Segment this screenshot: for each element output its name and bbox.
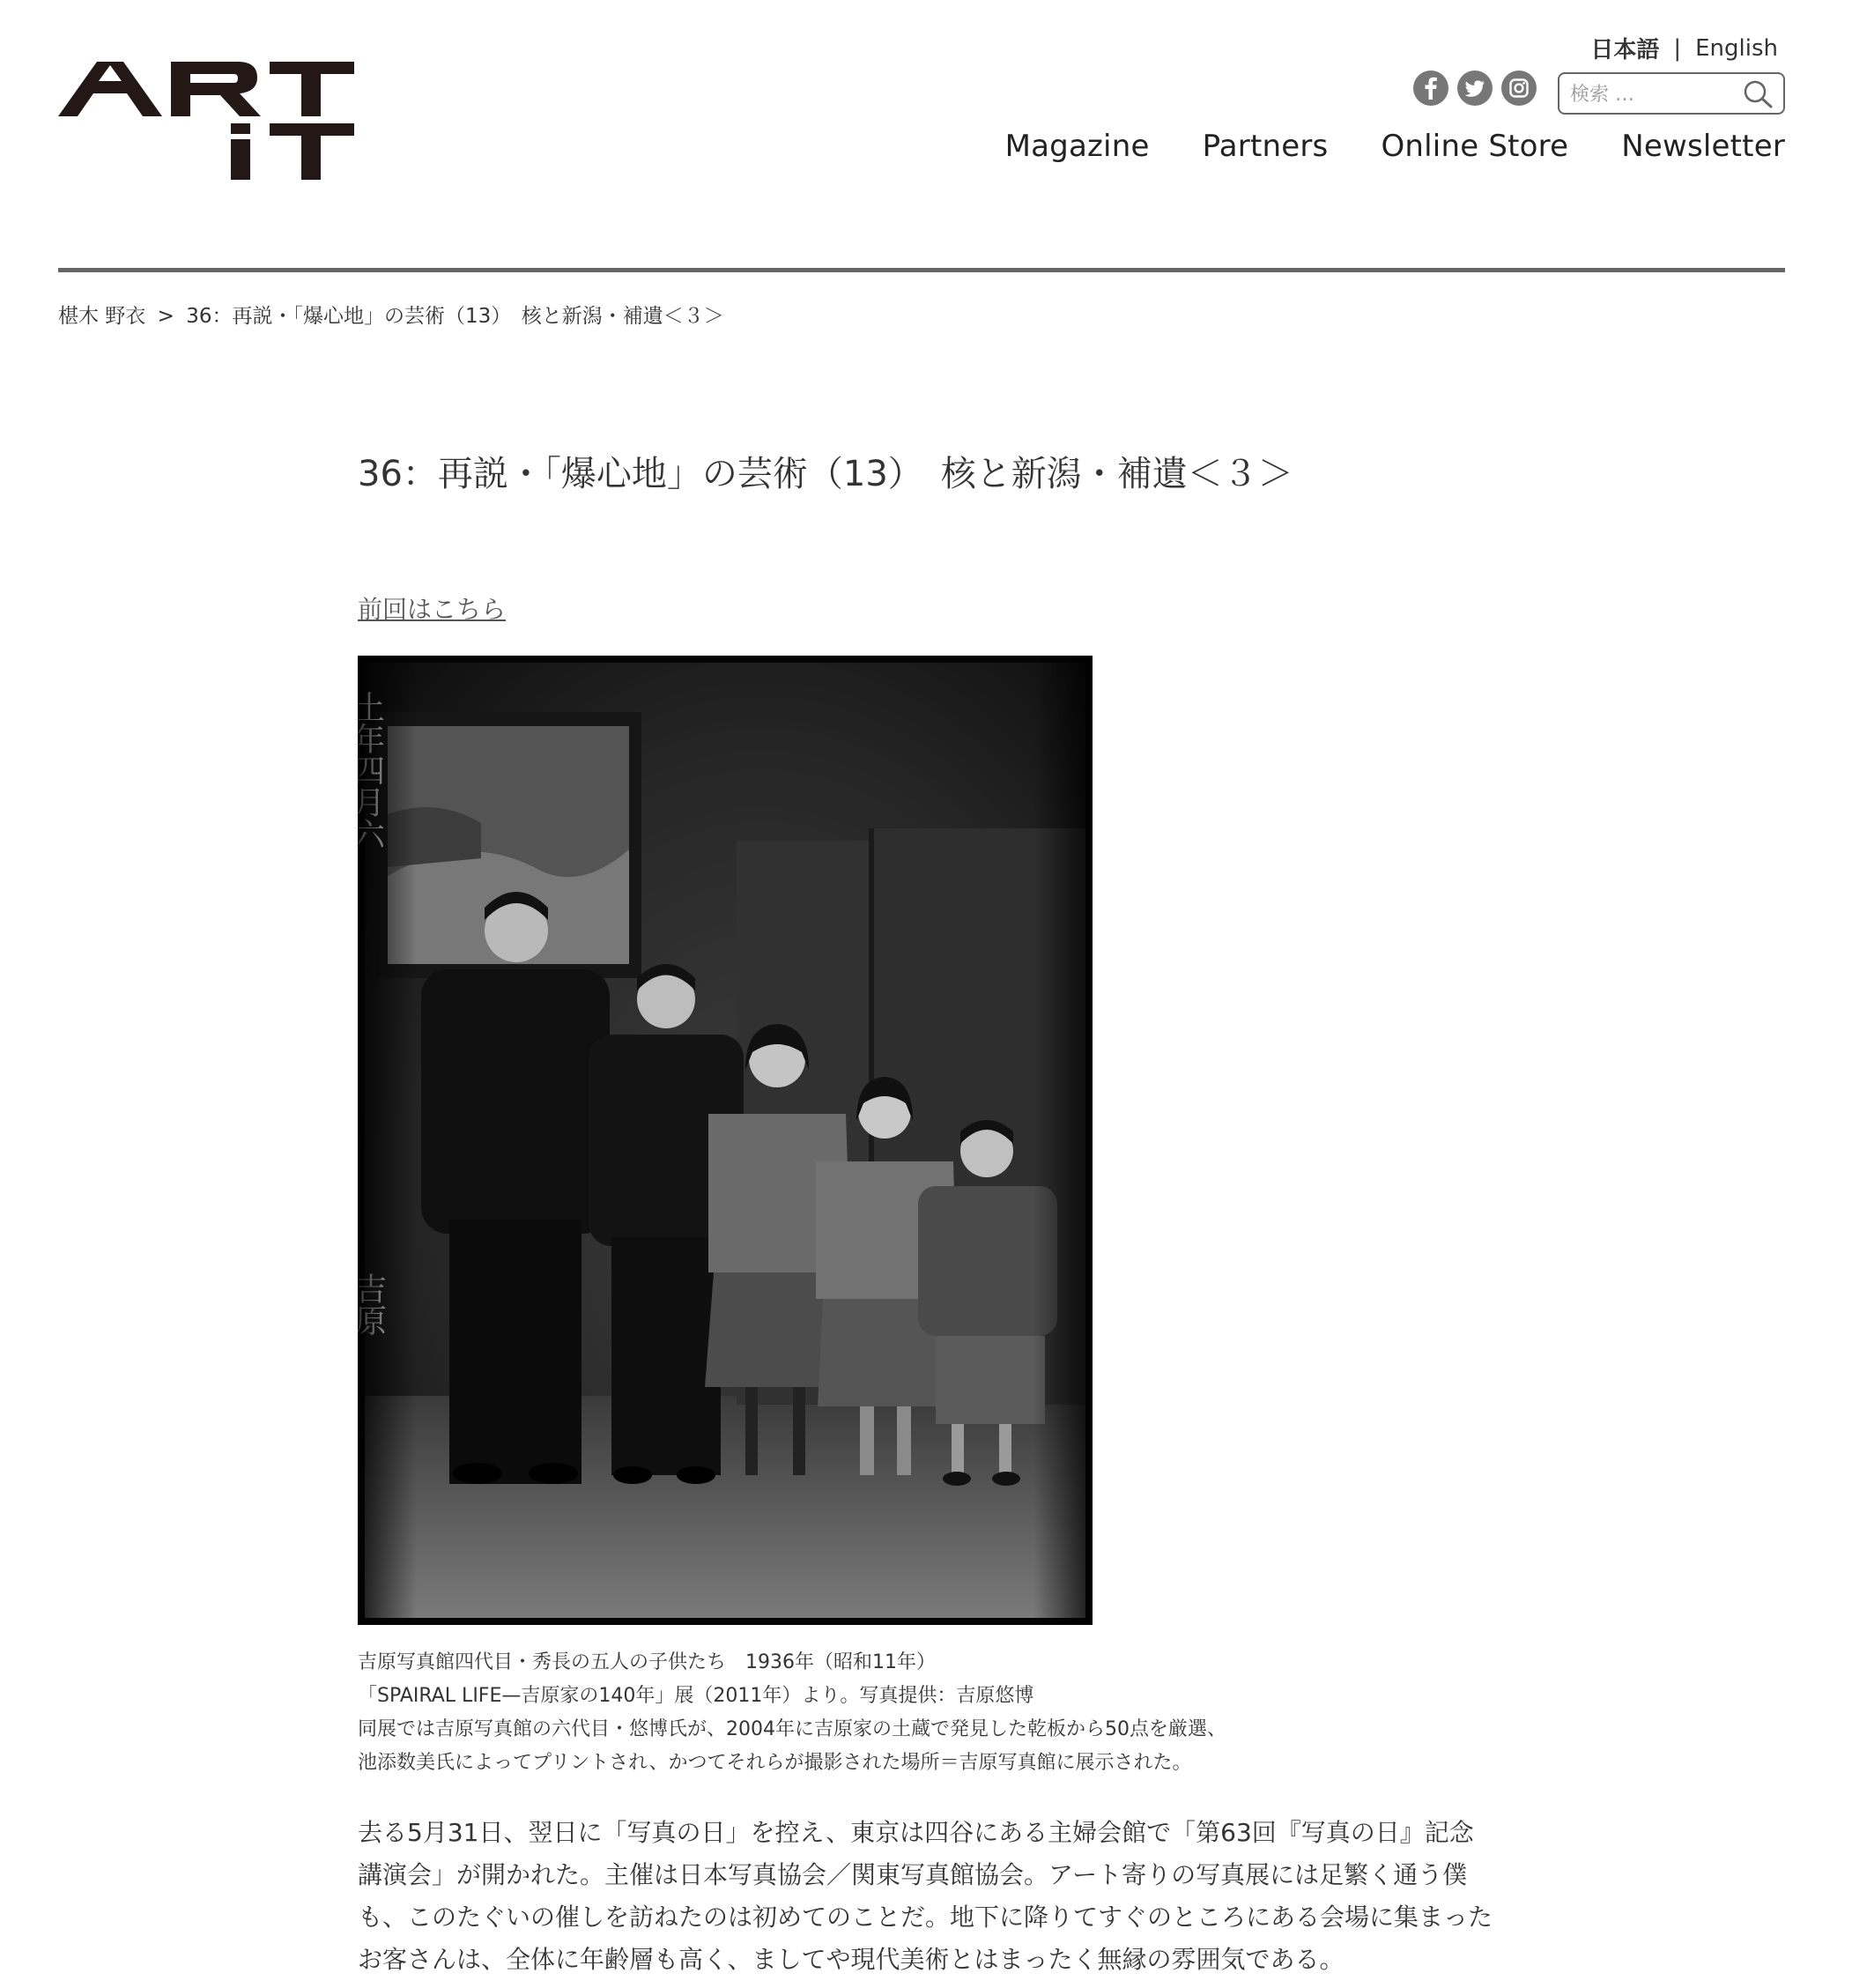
search-icon[interactable] <box>1743 80 1774 108</box>
facebook-icon[interactable] <box>1413 70 1448 106</box>
caption-line: 「SPAIRAL LIFE—吉原家の140年」展（2011年）より。写真提供：吉原悠博 <box>358 1685 1034 1707</box>
nav-online-store[interactable]: Online Store <box>1381 129 1569 164</box>
language-switch <box>1590 32 1778 64</box>
language-separator: | <box>1673 34 1682 62</box>
main-nav <box>1005 129 1785 164</box>
header-divider <box>58 268 1785 272</box>
art-it-logo[interactable] <box>58 62 354 180</box>
search-box <box>1558 72 1785 115</box>
photo-caption <box>358 1646 1226 1780</box>
language-english[interactable]: English <box>1695 34 1778 62</box>
caption-line: 池添数美氏によってプリントされ、かつてそれらが撮影された場所＝吉原写真館に展示された。 <box>358 1752 1192 1774</box>
breadcrumb-author[interactable]: 椹木 野衣 <box>58 305 146 328</box>
article-photo <box>358 656 1093 1625</box>
article-body: 去る5月31日、翌日に「写真の日」を控え、東京は四谷にある主婦会館で「第63回『写真の日』記念講演会」が開かれた。主催は日本写真協会／関東写真館協会。アート寄りの写真展には足繁く通う僕も、このたぐいの催しを訪ねたのは初めてのことだ。地下に降りてすぐのところにある会場に集まったお客さんは、全体に年齢層も高く、ましてや現代美術とはまったく無縁の雰囲気である。 <box>358 1818 1493 1974</box>
nav-partners[interactable]: Partners <box>1202 129 1329 164</box>
caption-line: 同展では吉原写真館の六代目・悠博氏が、2004年に吉原家の土蔵で発見した乾板から50点を厳選、 <box>358 1718 1226 1740</box>
instagram-icon[interactable] <box>1501 70 1537 106</box>
article-title: 36：再説・「爆心地」の芸術（13） 核と新潟・補遺＜３＞ <box>358 454 1293 494</box>
search-input[interactable] <box>1568 79 1739 109</box>
nav-newsletter[interactable]: Newsletter <box>1621 129 1785 164</box>
nav-magazine[interactable]: Magazine <box>1004 129 1150 164</box>
previous-article-link[interactable]: 前回はこちら <box>358 595 507 624</box>
breadcrumb <box>58 300 724 329</box>
caption-line: 吉原写真館四代目・秀長の五人の子供たち 1936年（昭和11年） <box>358 1651 936 1673</box>
breadcrumb-separator: > <box>157 305 174 328</box>
social-links <box>1413 70 1537 106</box>
language-japanese[interactable]: 日本語 <box>1590 37 1660 63</box>
breadcrumb-current: 36：再説・「爆心地」の芸術（13） 核と新潟・補遺＜３＞ <box>186 305 724 328</box>
twitter-icon[interactable] <box>1457 70 1493 106</box>
